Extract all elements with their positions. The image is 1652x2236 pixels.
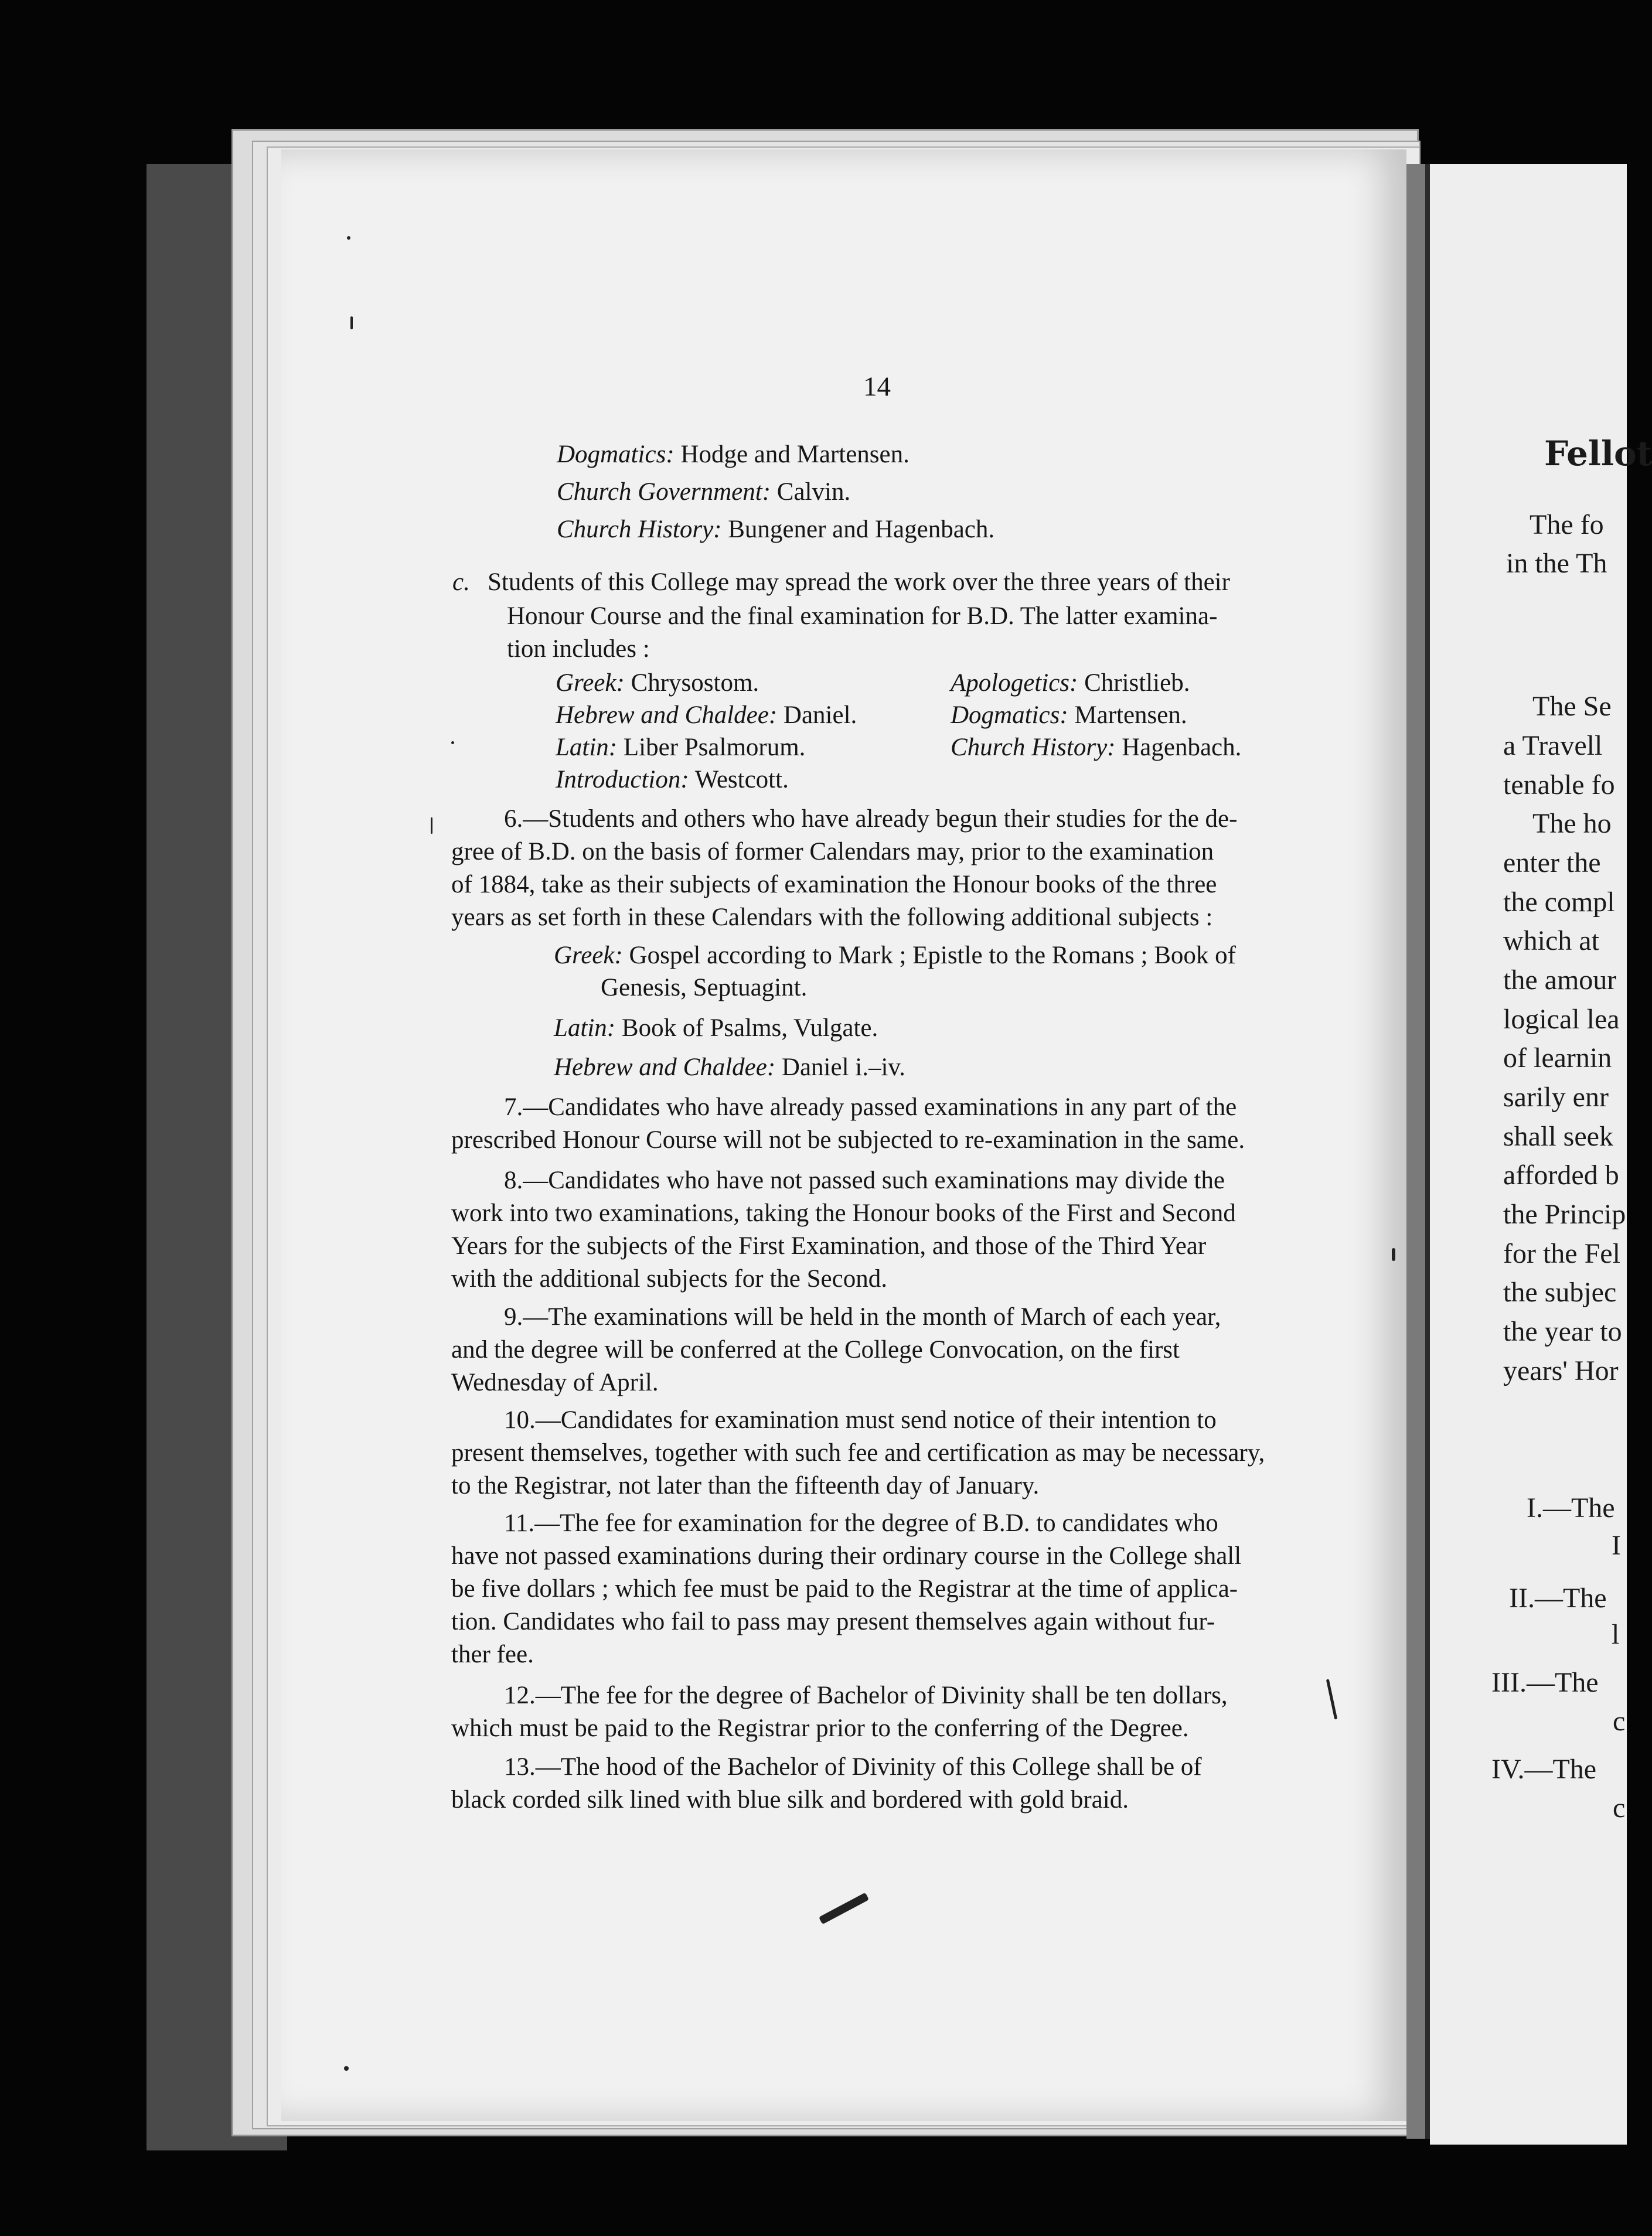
para-8-line: 8.—Candidates who have not passed such examinations may divide the [504,1167,1225,1194]
para-8-line: with the additional subjects for the Second. [451,1265,887,1293]
subject-text: Daniel i.–iv. [781,1054,905,1081]
subject-line [557,438,910,471]
subject-line [556,699,857,732]
right-line: shall seek [1503,1121,1613,1152]
para-9-line: and the degree will be conferred at the College Convocation, on the first [451,1336,1180,1364]
para-9-line: Wednesday of April. [451,1369,659,1396]
subject-label: Greek: [554,942,623,969]
right-numbered-head: I.—The [1527,1492,1615,1523]
right-line: a Travell [1503,730,1603,761]
right-line: in the Th [1506,548,1607,579]
right-line: the Princip [1503,1199,1626,1230]
subject-label: Dogmatics: [951,701,1068,729]
right-numbered-head: II.—The [1509,1583,1607,1614]
gutter-edge [1425,164,1430,2139]
right-line: logical lea [1503,1004,1620,1035]
subject-line [951,667,1190,700]
subject-line [554,1012,878,1045]
right-line: for the Fel [1503,1238,1620,1269]
subject-label: Greek: [556,669,625,697]
para-11-line: be five dollars ; which fee must be paid to the Registrar at the time of applica- [451,1575,1238,1603]
ink-speck [451,741,454,744]
subject-text: Gospel according to Mark ; Epistle to the Romans ; Book of [629,942,1236,969]
subject-text: Book of Psalms, Vulgate. [621,1014,878,1042]
page-number: 14 [863,371,891,402]
para-11-line: have not passed examinations during their ordinary course in the College shall [451,1542,1242,1570]
para-12-line: 12.—The fee for the degree of Bachelor of Divinity shall be ten dollars, [504,1682,1228,1709]
para-11-line: ther fee. [451,1641,534,1668]
subject-text: Martensen. [1074,701,1187,729]
right-line: enter the [1503,847,1601,878]
right-numbered-cont: l [1612,1619,1620,1650]
para-10-line: present themselves, together with such fee and certification as may be necessary, [451,1439,1265,1467]
para-11-line: 11.—The fee for examination for the degree of B.D. to candidates who [504,1509,1218,1537]
right-heading-fragment: Fellot [1544,434,1652,473]
subject-line [554,1051,905,1084]
right-line: the subjec [1503,1277,1617,1308]
right-numbered-cont: c [1613,1792,1626,1823]
clause-c-line: Honour Course and the final examination for B.D. The latter examina- [507,602,1218,630]
clause-c-line: tion includes : [507,635,650,663]
para-7-line: prescribed Honour Course will not be subjected to re-examination in the same. [451,1126,1245,1154]
subject-label: Latin: [556,734,618,761]
para-8-line: work into two examinations, taking the Honour books of the First and Second [451,1199,1236,1227]
para-10-line: to the Registrar, not later than the fifteenth day of January. [451,1472,1040,1499]
right-line: of learnin [1503,1042,1612,1073]
para-6-line: gree of B.D. on the basis of former Calendars may, prior to the examination [451,838,1214,865]
right-line: tenable fo [1503,769,1615,800]
subject-label: Apologetics: [951,669,1078,697]
right-numbered-cont: c [1613,1706,1626,1737]
subject-line: Genesis, Septuagint. [601,974,808,1001]
right-numbered-head: IV.—The [1491,1754,1597,1785]
para-13-line: 13.—The hood of the Bachelor of Divinity of this College shall be of [504,1753,1202,1781]
para-9-line: 9.—The examinations will be held in the month of March of each year, [504,1303,1221,1331]
ink-speck [344,2066,349,2071]
ink-mark [350,316,353,329]
para-7-line: 7.—Candidates who have already passed examinations in any part of the [504,1093,1237,1121]
para-6-line: of 1884, take as their subjects of examination the Honour books of the three [451,871,1217,898]
ink-mark [1392,1248,1395,1261]
subject-text: Christlieb. [1084,669,1190,697]
subject-text: Liber Psalmorum. [623,734,806,761]
subject-line [556,667,759,700]
subject-text: Hagenbach. [1122,734,1242,761]
right-line: years' Hor [1503,1355,1619,1386]
para-11-line: tion. Candidates who fail to pass may present themselves again without fur- [451,1608,1215,1635]
subject-line [557,476,850,509]
subject-text: Hodge and Martensen. [680,441,910,468]
right-line: The Se [1532,691,1612,722]
ink-mark [431,817,432,834]
subject-label: Church Government: [557,478,771,506]
right-line: The ho [1532,808,1612,839]
subject-text: Daniel. [783,701,857,729]
right-line: the compl [1503,887,1615,918]
subject-text: Chrysostom. [631,669,759,697]
subject-text: Bungener and Hagenbach. [728,516,995,543]
right-line: the year to [1503,1316,1622,1347]
right-line: sarily enr [1503,1082,1609,1113]
right-line: the amour [1503,964,1617,996]
subject-label: Church History: [557,516,722,543]
subject-label: Introduction: [556,766,689,793]
clause-letter: c. [452,568,470,596]
right-line: afforded b [1503,1160,1619,1191]
subject-line [556,763,789,796]
para-12-line: which must be paid to the Registrar prior to the conferring of the Degree. [451,1715,1189,1742]
subject-label: Hebrew and Chaldee: [554,1054,776,1081]
right-line: The fo [1530,509,1604,540]
para-6-line: 6.—Students and others who have already begun their studies for the de- [504,805,1238,833]
clause-c-line: Students of this College may spread the work over the three years of their [488,568,1230,596]
para-8-line: Years for the subjects of the First Examination, and those of the Third Year [451,1232,1207,1260]
subject-text: Westcott. [694,766,789,793]
para-6-line: years as set forth in these Calendars with the following additional subjects : [451,904,1213,931]
subject-label: Latin: [554,1014,616,1042]
para-10-line: 10.—Candidates for examination must send notice of their intention to [504,1406,1217,1434]
subject-line [556,731,805,764]
subject-label: Dogmatics: [557,441,675,468]
para-13-line: black corded silk lined with blue silk and bordered with gold braid. [451,1786,1129,1814]
subject-line [951,699,1187,732]
right-numbered-cont: I [1612,1530,1621,1561]
subject-label: Hebrew and Chaldee: [556,701,778,729]
right-line: which at [1503,925,1599,956]
subject-text: Calvin. [776,478,851,506]
subject-label: Church History: [951,734,1116,761]
subject-line [951,731,1241,764]
ink-speck [347,236,350,240]
subject-line [554,939,1236,972]
subject-line [557,513,994,546]
right-numbered-head: III.—The [1491,1667,1599,1698]
